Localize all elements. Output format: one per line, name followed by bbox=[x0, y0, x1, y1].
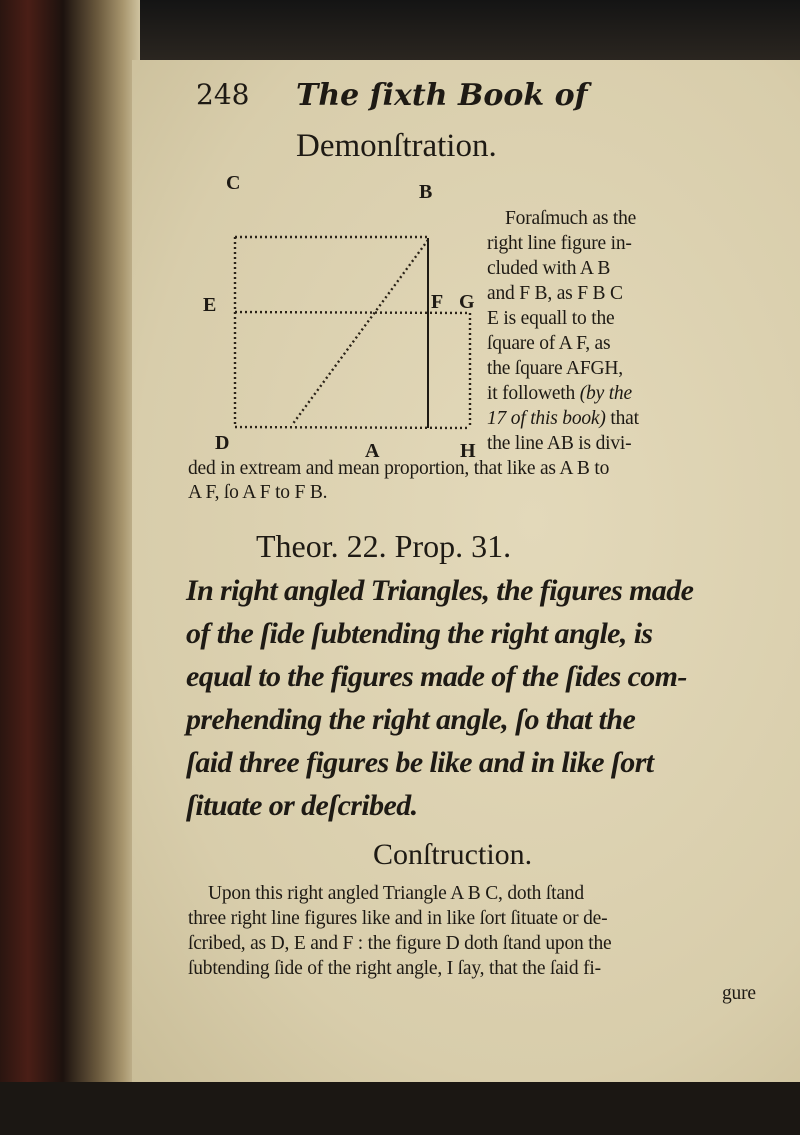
theorem-line: In right angled Triangles, the figures made bbox=[186, 574, 694, 607]
text-line: Foraſmuch as the bbox=[505, 208, 637, 229]
text-line: A F, ſo A F to F B. bbox=[188, 482, 328, 503]
text-line: ſubtending ſide of the right angle, I ſay, that the ſaid fi- bbox=[188, 958, 601, 979]
theorem-line: prehending the right angle, ſo that the bbox=[186, 703, 636, 736]
label-c: C bbox=[226, 172, 241, 194]
line-diagonal bbox=[292, 240, 428, 425]
label-f: F bbox=[431, 291, 444, 313]
text-line: three right line figures like and in like ſort ſituate or de- bbox=[188, 908, 608, 929]
label-e: E bbox=[203, 294, 217, 316]
label-g: G bbox=[459, 291, 475, 313]
text-line: the line AB is divi- bbox=[487, 433, 632, 454]
text-line: right line figure in- bbox=[487, 233, 632, 254]
text-span: it followeth bbox=[487, 383, 576, 404]
theorem-line: ſituate or deſcribed. bbox=[186, 789, 418, 822]
label-d: D bbox=[215, 432, 230, 454]
text-line: the ſquare AFGH, bbox=[487, 358, 623, 379]
theorem-heading: Theor. 22. Prop. 31. bbox=[256, 528, 512, 564]
page-number: 248 bbox=[196, 78, 250, 111]
text-line: and F B, as F B C bbox=[487, 283, 623, 304]
theorem-line: ſaid three figures be like and in like ſort bbox=[186, 746, 654, 779]
text-line bbox=[487, 408, 639, 430]
text-line: ded in extream and mean proportion, that like as A B to bbox=[188, 458, 610, 479]
text-line bbox=[487, 383, 632, 405]
text-line: ſquare of A F, as bbox=[487, 333, 611, 354]
text-line: cluded with A B bbox=[487, 258, 611, 279]
theorem-line: equal to the figures made of the ſides com- bbox=[186, 660, 687, 693]
catchword: gure bbox=[722, 983, 756, 1004]
text-line: E is equall to the bbox=[487, 308, 615, 329]
label-h: H bbox=[460, 440, 476, 462]
demonstration-heading: Demonſtration. bbox=[296, 128, 497, 164]
text-line: Upon this right angled Triangle A B C, doth ſtand bbox=[208, 883, 584, 904]
line-dh bbox=[235, 427, 470, 428]
text-line: ſcribed, as D, E and F : the figure D doth ſtand upon the bbox=[188, 933, 612, 954]
text-span: that bbox=[610, 408, 639, 429]
label-b: B bbox=[419, 181, 433, 203]
theorem-line: of the ſide ſubtending the right angle, is bbox=[186, 617, 653, 650]
construction-heading: Conſtruction. bbox=[373, 838, 533, 871]
running-title: The ſixth Book of bbox=[296, 78, 588, 113]
reference-italic: (by the bbox=[579, 383, 632, 404]
reference-italic: 17 of this book) bbox=[487, 408, 606, 429]
label-a: A bbox=[365, 440, 380, 462]
